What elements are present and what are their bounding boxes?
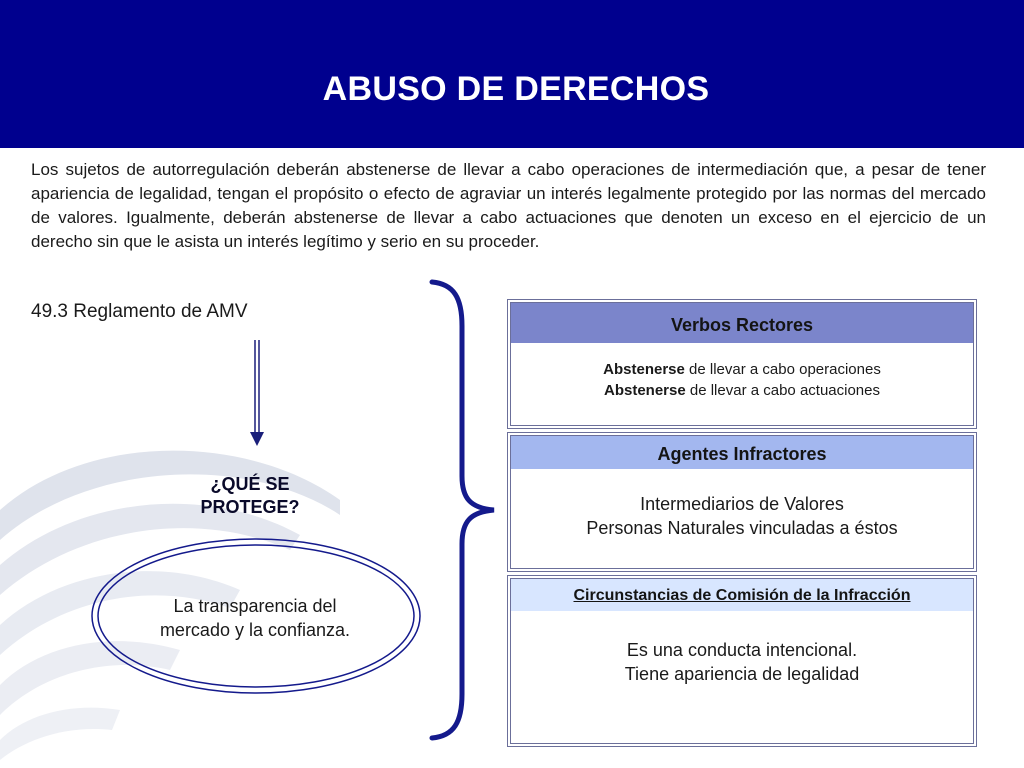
question-line-2: PROTEGE?: [200, 497, 300, 517]
agentes-item: Intermediarios de Valores: [640, 494, 844, 514]
verbos-item-keyword: Abstenerse: [604, 382, 686, 399]
verbos-item-keyword: Abstenerse: [603, 361, 685, 378]
agentes-item: Personas Naturales vinculadas a éstos: [586, 518, 898, 538]
verbos-item-text: de llevar a cabo operaciones: [684, 361, 881, 378]
down-arrow-icon: [246, 340, 268, 450]
protected-line-2: mercado y la confianza.: [159, 620, 351, 640]
verbos-rectores-box: [510, 302, 974, 426]
protected-asset-text: [110, 594, 400, 642]
verbos-item: [511, 359, 973, 380]
question-heading: [150, 473, 350, 519]
regulation-reference: 49.3 Reglamento de AMV: [31, 301, 248, 322]
agentes-infractores-heading: Agentes Infractores: [511, 436, 973, 469]
curly-brace-icon: [424, 276, 500, 744]
agentes-infractores-box: [510, 435, 974, 569]
circunstancias-item: Tiene apariencia de legalidad: [624, 664, 860, 684]
agentes-infractores-body: [511, 469, 973, 540]
circunstancias-heading: Circunstancias de Comisión de la Infracción: [511, 579, 973, 611]
slide-title: ABUSO DE DERECHOS: [322, 70, 710, 108]
protected-line-1: La transparencia del: [173, 596, 337, 616]
verbos-rectores-heading: Verbos Rectores: [511, 303, 973, 343]
verbos-item-text: de llevar a cabo actuaciones: [685, 382, 880, 399]
verbos-item: [511, 380, 973, 401]
question-line-1: ¿QUÉ SE: [210, 474, 290, 494]
circunstancias-item: Es una conducta intencional.: [626, 640, 858, 660]
intro-paragraph: Los sujetos de autorregulación deberán abstenerse de llevar a cabo operaciones de intermediación que, a pesar de tener apariencia de legalidad, tengan el propósito o efecto de agraviar un interés legalmente protegido por las normas del mercado de valores. Igualmente, deberán abstenerse de llevar a cabo actuaciones que denoten un exceso en el ejercicio de un derecho sin que le asista un interés legítimo y serio en su proceder.: [31, 160, 986, 251]
verbos-rectores-body: [511, 343, 973, 401]
circunstancias-body: [511, 611, 973, 686]
circunstancias-box: [510, 578, 974, 744]
